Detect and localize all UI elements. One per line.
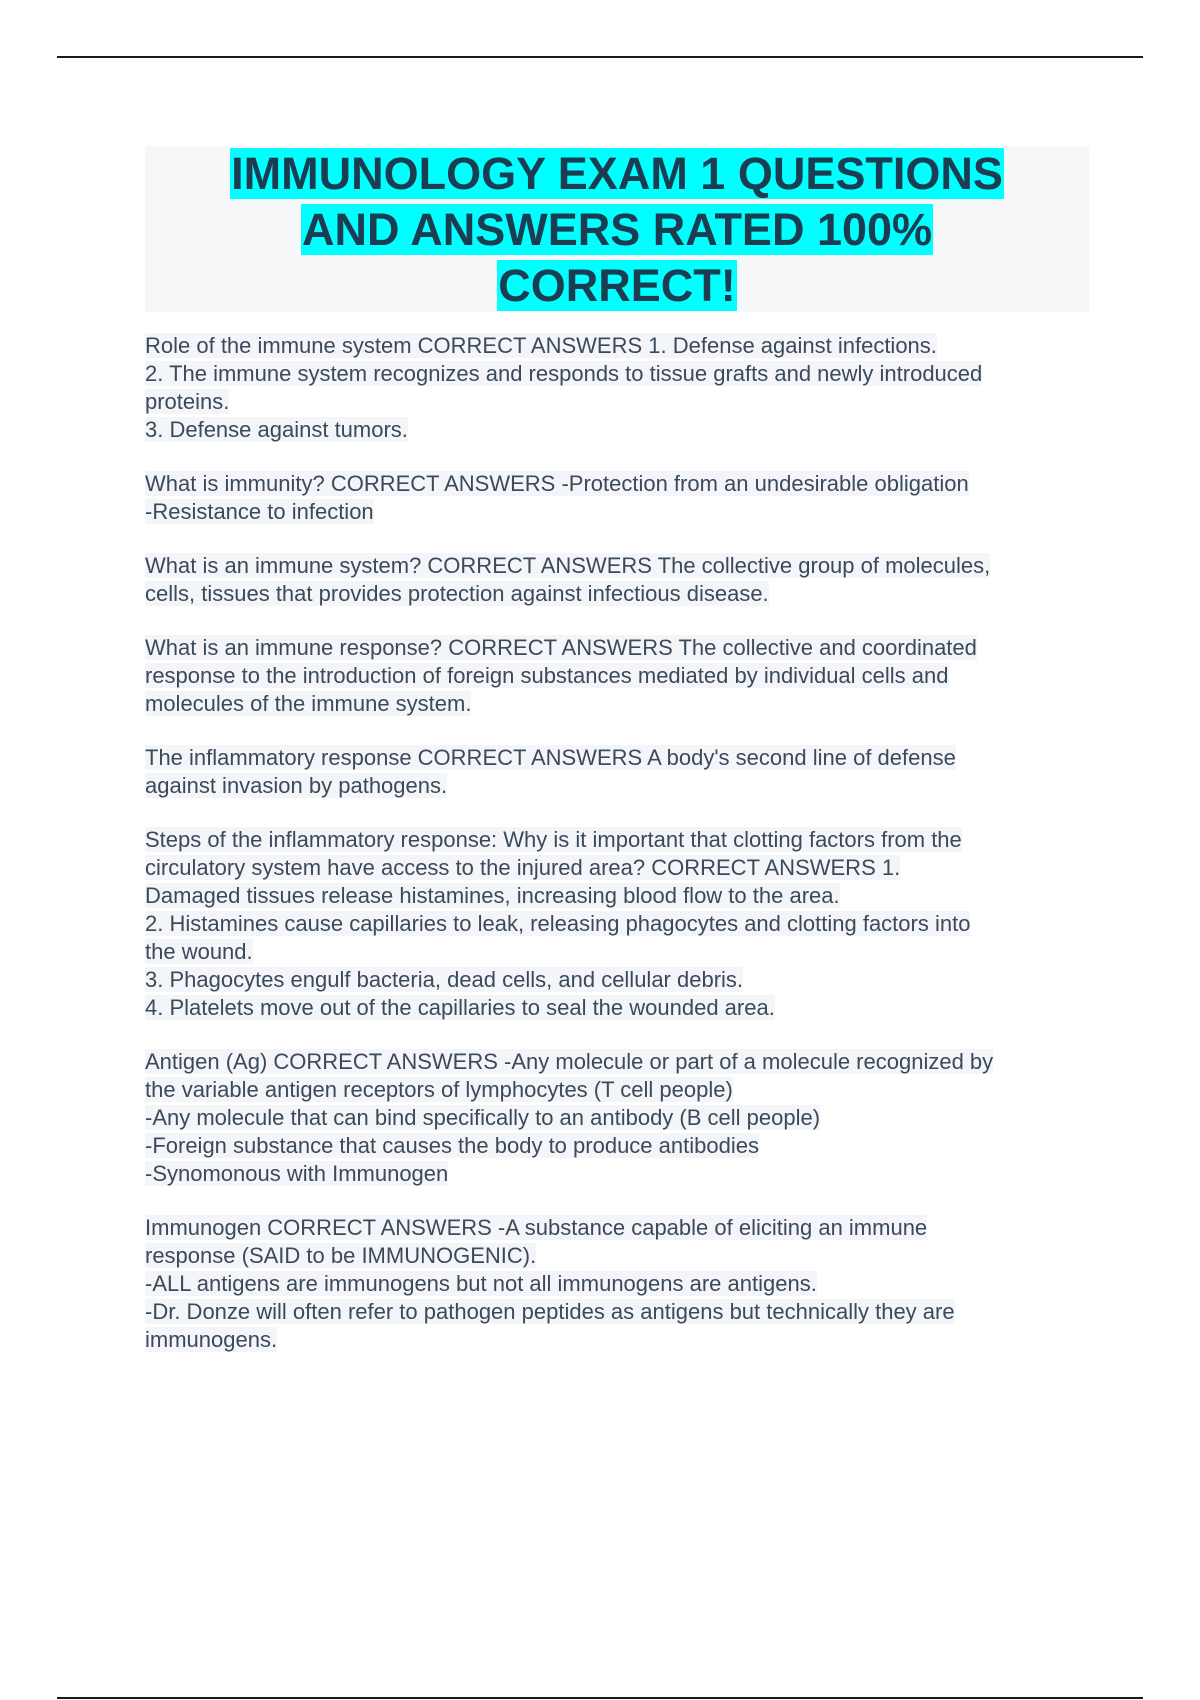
qa-line — [145, 470, 1089, 498]
qa-line — [145, 690, 1089, 718]
qa-line-text: against invasion by pathogens. — [145, 773, 448, 798]
qa-line — [145, 1076, 1089, 1104]
qa-line-text: 2. The immune system recognizes and responds to tissue grafts and newly introduced — [145, 361, 983, 386]
qa-line — [145, 1160, 1089, 1188]
qa-line-text: 2. Histamines cause capillaries to leak, releasing phagocytes and clotting factors into — [145, 911, 971, 936]
qa-line — [145, 552, 1089, 580]
qa-line-text: The inflammatory response CORRECT ANSWERS A body's second line of defense — [145, 745, 956, 770]
qa-line — [145, 1270, 1089, 1298]
qa-line-text: the variable antigen receptors of lymphocytes (T cell people) — [145, 1077, 733, 1102]
qa-line — [145, 1048, 1089, 1076]
qa-line — [145, 1214, 1089, 1242]
qa-entry — [145, 744, 1089, 800]
qa-line — [145, 772, 1089, 800]
qa-line — [145, 662, 1089, 690]
qa-line — [145, 882, 1089, 910]
qa-line-text: molecules of the immune system. — [145, 691, 472, 716]
qa-line-text: What is an immune system? CORRECT ANSWERS The collective group of molecules, — [145, 553, 991, 578]
title-block — [145, 146, 1089, 312]
qa-line — [145, 634, 1089, 662]
qa-line — [145, 744, 1089, 772]
qa-line — [145, 388, 1089, 416]
title-line-2: AND ANSWERS RATED 100% — [301, 204, 933, 255]
qa-line — [145, 1242, 1089, 1270]
qa-entry — [145, 470, 1089, 526]
bottom-divider — [57, 1697, 1143, 1699]
qa-line-text: proteins. — [145, 389, 230, 414]
qa-line — [145, 1326, 1089, 1354]
qa-line-text: -Any molecule that can bind specifically to an antibody (B cell people) — [145, 1105, 821, 1130]
qa-line — [145, 1298, 1089, 1326]
qa-line-text: Immunogen CORRECT ANSWERS -A substance capable of eliciting an immune — [145, 1215, 928, 1240]
qa-line — [145, 854, 1089, 882]
qa-line-text: response (SAID to be IMMUNOGENIC). — [145, 1243, 537, 1268]
qa-line-text: Antigen (Ag) CORRECT ANSWERS -Any molecule or part of a molecule recognized by — [145, 1049, 994, 1074]
qa-line-text: the wound. — [145, 939, 253, 964]
qa-entry — [145, 634, 1089, 718]
qa-line-text: 3. Phagocytes engulf bacteria, dead cells, and cellular debris. — [145, 967, 744, 992]
qa-line-text: cells, tissues that provides protection against infectious disease. — [145, 581, 769, 606]
qa-line — [145, 1104, 1089, 1132]
qa-line-text: What is an immune response? CORRECT ANSWERS The collective and coordinated — [145, 635, 977, 660]
qa-line — [145, 498, 1089, 526]
qa-entry — [145, 332, 1089, 444]
qa-entry — [145, 1048, 1089, 1188]
document-title — [145, 146, 1089, 314]
qa-line — [145, 966, 1089, 994]
qa-line — [145, 826, 1089, 854]
qa-line-text: circulatory system have access to the injured area? CORRECT ANSWERS 1. — [145, 855, 901, 880]
top-divider — [57, 56, 1143, 58]
qa-entry — [145, 826, 1089, 1022]
qa-line-text: What is immunity? CORRECT ANSWERS -Protection from an undesirable obligation — [145, 471, 969, 496]
qa-line-text: immunogens. — [145, 1327, 278, 1352]
qa-line-text: response to the introduction of foreign substances mediated by individual cells and — [145, 663, 949, 688]
qa-line — [145, 1132, 1089, 1160]
qa-line — [145, 332, 1089, 360]
qa-line — [145, 938, 1089, 966]
qa-line — [145, 360, 1089, 388]
qa-line-text: 3. Defense against tumors. — [145, 417, 408, 442]
qa-line-text: -Foreign substance that causes the body to produce antibodies — [145, 1133, 759, 1158]
document-body — [145, 146, 1089, 1380]
qa-line-text: Damaged tissues release histamines, increasing blood flow to the area. — [145, 883, 840, 908]
title-line-1: IMMUNOLOGY EXAM 1 QUESTIONS — [231, 148, 1003, 199]
qa-entry — [145, 552, 1089, 608]
qa-line-text: 4. Platelets move out of the capillaries to seal the wounded area. — [145, 995, 775, 1020]
qa-line-text: -ALL antigens are immunogens but not all immunogens are antigens. — [145, 1271, 817, 1296]
qa-line-text: -Synomonous with Immunogen — [145, 1161, 449, 1186]
qa-list — [145, 332, 1089, 1354]
qa-line — [145, 994, 1089, 1022]
title-line-3: CORRECT! — [498, 260, 736, 311]
qa-line-text: Steps of the inflammatory response: Why is it important that clotting factors from the — [145, 827, 962, 852]
qa-line — [145, 910, 1089, 938]
qa-entry — [145, 1214, 1089, 1354]
qa-line — [145, 580, 1089, 608]
qa-line — [145, 416, 1089, 444]
qa-line-text: -Dr. Donze will often refer to pathogen peptides as antigens but technically they are — [145, 1299, 955, 1324]
qa-line-text: Role of the immune system CORRECT ANSWERS 1. Defense against infections. — [145, 333, 937, 358]
qa-line-text: -Resistance to infection — [145, 499, 374, 524]
